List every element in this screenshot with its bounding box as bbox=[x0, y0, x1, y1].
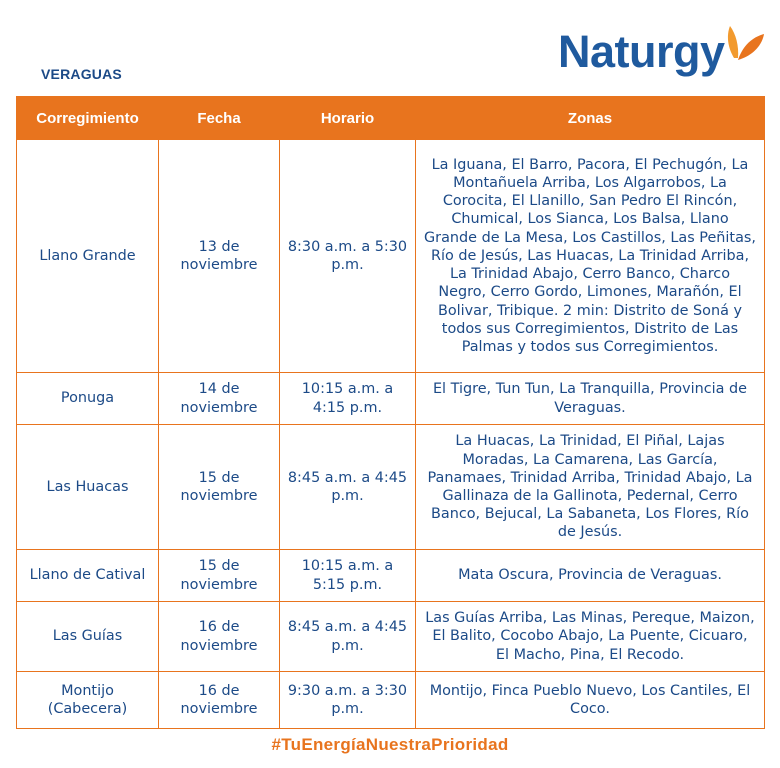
cell-fecha: 13 de noviembre bbox=[159, 140, 280, 373]
cell-horario: 9:30 a.m. a 3:30 p.m. bbox=[280, 672, 416, 729]
cell-corregimiento: Llano Grande bbox=[17, 140, 159, 373]
table-row bbox=[17, 602, 765, 672]
region-title: VERAGUAS bbox=[41, 66, 122, 82]
cell-corregimiento: Las Guías bbox=[17, 602, 159, 672]
cell-zonas: Las Guías Arriba, Las Minas, Pereque, Maizon, El Balito, Cocobo Abajo, La Puente, Cicuaro, El Macho, Pina, El Recodo. bbox=[416, 602, 765, 672]
table-row bbox=[17, 425, 765, 550]
table-row bbox=[17, 140, 765, 373]
cell-horario: 8:45 a.m. a 4:45 p.m. bbox=[280, 602, 416, 672]
cell-corregimiento: Montijo (Cabecera) bbox=[17, 672, 159, 729]
cell-horario: 10:15 a.m. a 4:15 p.m. bbox=[280, 373, 416, 425]
cell-fecha: 16 de noviembre bbox=[159, 672, 280, 729]
cell-zonas: Montijo, Finca Pueblo Nuevo, Los Cantiles, El Coco. bbox=[416, 672, 765, 729]
cell-corregimiento: Las Huacas bbox=[17, 425, 159, 550]
table-row bbox=[17, 550, 765, 602]
cell-horario: 8:45 a.m. a 4:45 p.m. bbox=[280, 425, 416, 550]
column-header-fecha: Fecha bbox=[159, 97, 280, 140]
column-header-corregimiento: Corregimiento bbox=[17, 97, 159, 140]
cell-fecha: 16 de noviembre bbox=[159, 602, 280, 672]
butterfly-icon bbox=[724, 22, 766, 66]
column-header-horario: Horario bbox=[280, 97, 416, 140]
cell-zonas: El Tigre, Tun Tun, La Tranquilla, Provincia de Veraguas. bbox=[416, 373, 765, 425]
cell-fecha: 15 de noviembre bbox=[159, 425, 280, 550]
brand-name: Naturgy bbox=[558, 26, 725, 77]
cell-fecha: 14 de noviembre bbox=[159, 373, 280, 425]
cell-fecha: 15 de noviembre bbox=[159, 550, 280, 602]
column-header-zonas: Zonas bbox=[416, 97, 765, 140]
cell-corregimiento: Ponuga bbox=[17, 373, 159, 425]
footer-hashtag: #TuEnergíaNuestraPrioridad bbox=[271, 735, 509, 754]
cell-zonas: La Iguana, El Barro, Pacora, El Pechugón, La Montañuela Arriba, Los Algarrobos, La Corocita, El Llanillo, San Pedro El Rincón, Chumical, Los Sianca, Los Balsa, Llano Grande de La Mesa, Los Castillos, Las Peñitas, Río de Jesús, Las Huacas, La Trinidad Arriba, La Trinidad Abajo, Cerro Banco, Charco Negro, Cerro Gordo, Limones, Marañón, El Bolivar, Tribique. 2 min: Distrito de Soná y todos sus Corregimientos, Distrito de Las Palmas y todos sus Corregimientos. bbox=[416, 140, 765, 373]
table-row bbox=[17, 672, 765, 729]
table-header-row bbox=[17, 97, 765, 140]
schedule-table bbox=[16, 96, 765, 729]
cell-corregimiento: Llano de Catival bbox=[17, 550, 159, 602]
naturgy-logo bbox=[558, 22, 768, 82]
table-row bbox=[17, 373, 765, 425]
cell-horario: 10:15 a.m. a 5:15 p.m. bbox=[280, 550, 416, 602]
cell-horario: 8:30 a.m. a 5:30 p.m. bbox=[280, 140, 416, 373]
cell-zonas: Mata Oscura, Provincia de Veraguas. bbox=[416, 550, 765, 602]
cell-zonas: La Huacas, La Trinidad, El Piñal, Lajas Moradas, La Camarena, Las García, Panamaes, Trinidad Arriba, Trinidad Abajo, La Gallinaza de la Gallinota, Pedernal, Cerro Banco, Bejucal, La Sabaneta, Los Flores, Río de Jesús. bbox=[416, 425, 765, 550]
